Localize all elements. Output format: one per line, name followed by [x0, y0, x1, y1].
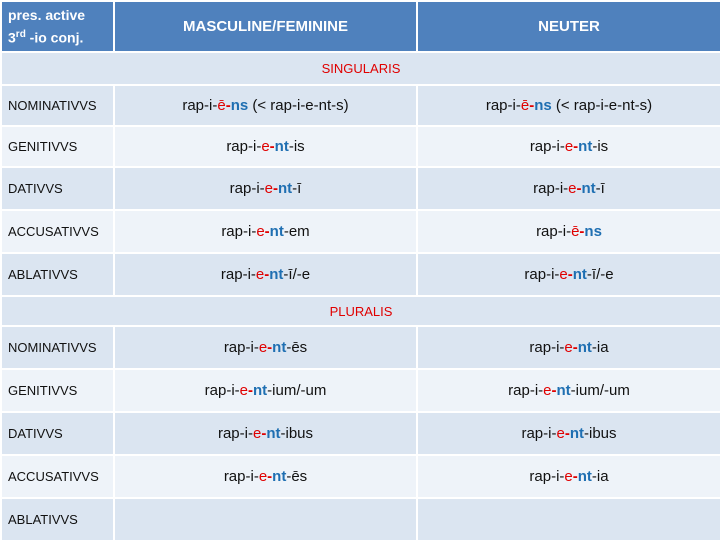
case-label: NOMINATIVVS — [1, 85, 114, 126]
form-hyphen: - — [572, 339, 578, 356]
form-stem: rap-i- — [220, 266, 256, 283]
form-stem: rap-i- — [223, 468, 259, 485]
form-stem: rap-i- — [533, 180, 569, 197]
form-hyphen: - — [267, 468, 273, 485]
form-suffix: nt — [581, 180, 596, 197]
form-suffix: nt — [569, 425, 584, 442]
form-hyphen: - — [269, 138, 275, 155]
form-stem: rap-i- — [529, 468, 565, 485]
case-label: DATIVVS — [1, 167, 114, 210]
form-cell — [417, 369, 720, 412]
form-vowel: ē — [520, 97, 530, 114]
form-hyphen: - — [573, 138, 579, 155]
form-suffix: nt — [274, 138, 289, 155]
form-cell — [417, 412, 720, 455]
table-caption — [1, 1, 114, 52]
form-cell — [114, 85, 417, 126]
table-row — [1, 253, 720, 296]
form-cell-empty — [114, 498, 417, 541]
form-suffix: nt — [272, 468, 287, 485]
form-hyphen: - — [273, 180, 278, 197]
form-stem: rap-i- — [182, 97, 218, 114]
form-ending: -ibus — [280, 425, 314, 442]
form-cell — [114, 369, 417, 412]
form-vowel: e — [252, 425, 262, 442]
table-row — [1, 326, 720, 369]
form-stem: rap-i- — [223, 339, 259, 356]
form-vowel: e — [258, 339, 268, 356]
form-ending: -is — [288, 138, 305, 155]
form-hyphen: - — [264, 266, 270, 283]
header-row — [1, 1, 720, 52]
form-ending: -ēs — [286, 468, 308, 485]
caption-line1: pres. active — [8, 7, 86, 24]
form-vowel: e — [264, 180, 273, 197]
form-hyphen: - — [529, 97, 535, 114]
case-label: GENITIVVS — [1, 369, 114, 412]
form-vowel: e — [261, 138, 270, 155]
form-cell — [417, 455, 720, 498]
form-hyphen: - — [264, 223, 270, 240]
form-cell — [114, 210, 417, 253]
form-suffix: nt — [253, 382, 268, 399]
form-hyphen: - — [261, 425, 267, 442]
form-cell — [417, 253, 720, 296]
caption-ordinal-suffix: rd — [15, 29, 26, 41]
caption-line2: -io conj. — [25, 29, 84, 46]
form-vowel: e — [559, 266, 568, 283]
form-ending: -ia — [591, 468, 609, 485]
form-vowel: e — [556, 425, 565, 442]
form-vowel: ē — [217, 97, 226, 114]
form-suffix: ns — [230, 97, 249, 114]
table-row — [1, 455, 720, 498]
table-row — [1, 369, 720, 412]
form-stem: rap-i- — [221, 223, 257, 240]
form-cell — [417, 85, 720, 126]
table-row — [1, 167, 720, 210]
table-row — [1, 498, 720, 541]
form-hyphen: - — [567, 266, 573, 283]
form-cell — [417, 167, 720, 210]
form-vowel: e — [564, 468, 573, 485]
caption-ordinal: 3 — [8, 29, 16, 46]
table-row — [1, 126, 720, 167]
form-stem: rap-i- — [529, 138, 565, 155]
form-ending: -is — [592, 138, 609, 155]
table-row — [1, 412, 720, 455]
case-label: DATIVVS — [1, 412, 114, 455]
form-cell — [417, 326, 720, 369]
form-stem: rap-i- — [524, 266, 560, 283]
form-suffix: nt — [272, 339, 287, 356]
form-cell-empty — [417, 498, 720, 541]
form-stem: rap-i- — [529, 339, 565, 356]
form-cell — [114, 253, 417, 296]
form-suffix: nt — [578, 138, 593, 155]
form-suffix: nt — [577, 468, 592, 485]
table-row — [1, 85, 720, 126]
form-hyphen: - — [551, 382, 557, 399]
form-suffix: nt — [577, 339, 592, 356]
form-vowel: e — [543, 382, 552, 399]
form-ending: -ibus — [584, 425, 617, 442]
form-stem: rap-i- — [485, 97, 521, 114]
form-vowel: e — [255, 266, 265, 283]
form-stem: rap-i- — [508, 382, 544, 399]
form-vowel: e — [258, 468, 268, 485]
section-label-plural: PLURALIS — [1, 296, 720, 326]
form-ending: (< rap-i-e-nt-s) — [248, 97, 349, 114]
form-vowel: e — [564, 339, 573, 356]
form-vowel: ē — [571, 223, 580, 240]
form-vowel: e — [256, 223, 265, 240]
form-ending: -ium/-um — [267, 382, 327, 399]
form-ending: -ium/-um — [570, 382, 630, 399]
form-ending: -ī — [292, 180, 302, 197]
form-ending: -em — [283, 223, 310, 240]
form-cell — [114, 126, 417, 167]
form-stem: rap-i- — [204, 382, 240, 399]
column-header-masc-fem: MASCULINE/FEMININE — [114, 1, 417, 52]
case-label: GENITIVVS — [1, 126, 114, 167]
form-ending: -ī/-e — [586, 266, 614, 283]
form-cell — [417, 210, 720, 253]
form-hyphen: - — [564, 425, 570, 442]
form-vowel: e — [239, 382, 248, 399]
form-ending: -ēs — [286, 339, 308, 356]
form-vowel: e — [564, 138, 574, 155]
column-header-neuter: NEUTER — [417, 1, 720, 52]
form-hyphen: - — [579, 223, 585, 240]
form-stem: rap-i- — [536, 223, 572, 240]
form-cell — [114, 167, 417, 210]
form-suffix: ns — [534, 97, 552, 114]
form-suffix: nt — [278, 180, 293, 197]
form-cell — [114, 455, 417, 498]
case-label: NOMINATIVVS — [1, 326, 114, 369]
form-suffix: nt — [269, 223, 284, 240]
section-row-plural — [1, 296, 720, 326]
form-ending: -ia — [591, 339, 609, 356]
form-hyphen: - — [225, 97, 231, 114]
form-stem: rap-i- — [229, 180, 265, 197]
form-suffix: nt — [556, 382, 571, 399]
case-label: ACCUSATIVVS — [1, 210, 114, 253]
form-suffix: nt — [572, 266, 587, 283]
form-vowel: e — [568, 180, 577, 197]
case-label: ACCUSATIVVS — [1, 455, 114, 498]
form-ending: -ī — [595, 180, 605, 197]
form-stem: rap-i- — [521, 425, 557, 442]
section-row-singular — [1, 52, 720, 85]
form-suffix: ns — [584, 223, 602, 240]
form-stem: rap-i- — [226, 138, 262, 155]
form-hyphen: - — [572, 468, 578, 485]
form-suffix: nt — [266, 425, 281, 442]
form-cell — [417, 126, 720, 167]
case-label: ABLATIVVS — [1, 253, 114, 296]
form-hyphen: - — [248, 382, 253, 399]
form-stem: rap-i- — [217, 425, 253, 442]
section-label-singular: SINGULARIS — [1, 52, 720, 85]
form-ending: -ī/-e — [283, 266, 311, 283]
form-ending: (< rap-i-e-nt-s) — [551, 97, 653, 114]
form-suffix: nt — [269, 266, 284, 283]
form-cell — [114, 326, 417, 369]
form-hyphen: - — [576, 180, 582, 197]
table-row — [1, 210, 720, 253]
form-hyphen: - — [267, 339, 273, 356]
form-cell — [114, 412, 417, 455]
case-label: ABLATIVVS — [1, 498, 114, 541]
